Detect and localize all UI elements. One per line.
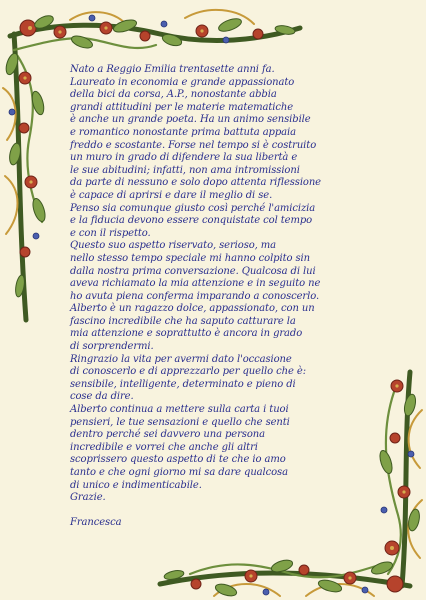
signature: Francesca — [70, 516, 122, 528]
letter-line: è anche un grande poeta. Ha un animo sensibile — [70, 114, 311, 126]
letter-line: ho avuta piena conferma imparando a conoscerlo. — [70, 290, 320, 302]
letter-line: e romantico nonostante prima battuta appaia — [70, 126, 296, 138]
letter-line: di unico e indimenticabile. — [70, 479, 202, 491]
handwritten-letter — [70, 64, 400, 529]
letter-line: Questo suo aspetto riservato, serioso, ma — [70, 240, 277, 252]
letter-line: grandi attitudini per le materie matematiche — [70, 101, 294, 113]
letter-line: della bici da corsa, A.P., nonostante abbia — [70, 89, 277, 101]
letter-line: Penso sia comunque giusto così perché l'amicizia — [70, 202, 316, 214]
letter-line: e con il rispetto. — [70, 227, 151, 239]
letter-line: di conoscerlo e di apprezzarlo per quello che è: — [70, 366, 306, 378]
letter-line: Ringrazio la vita per avermi dato l'occasione — [70, 353, 292, 365]
letter-line: un muro in grado di difendere la sua libertà e — [70, 152, 298, 164]
letter-line: le sue abitudini; infatti, non ama intromissioni — [70, 164, 300, 176]
letter-line: da parte di nessuno e solo dopo attenta riflessione — [70, 177, 322, 189]
letter-line: nello stesso tempo speciale mi hanno colpito sin — [70, 252, 310, 264]
letter-line: mia attenzione e soprattutto è ancora in grado — [70, 328, 303, 340]
letter-line: tanto e che ogni giorno mi sa dare qualcosa — [70, 467, 288, 478]
letter-line: e la fiducia devono essere conquistate col tempo — [70, 215, 313, 227]
letter-line: freddo e scostante. Forse nel tempo si è costruito — [70, 139, 317, 151]
letter-line: di sorprendermi. — [70, 341, 154, 353]
letter-line: Grazie. — [70, 492, 106, 504]
letter-line: Alberto è un ragazzo dolce, appassionato, con un — [70, 303, 315, 315]
letter-line: è capace di aprirsi e dare il meglio di se. — [70, 189, 273, 201]
letter-line: Nato a Reggio Emilia trentasette anni fa. — [70, 64, 275, 75]
letter-line: fascino incredibile che ha saputo catturare la — [70, 315, 296, 327]
letter-line: cose da dire. — [70, 391, 134, 403]
letter-line: pensieri, le tue sensazioni e quello che senti — [70, 416, 290, 428]
letter-line: Laureato in economia e grande appassionato — [70, 76, 295, 88]
letter-line: dalla nostra prima conversazione. Qualcosa di lui — [70, 265, 316, 277]
letter-line: dentro perché sei davvero una persona — [70, 429, 265, 441]
letter-line: incredibile e vorrei che anche gli altri — [70, 441, 258, 453]
letter-line: aveva richiamato la mia attenzione e in seguito ne — [70, 278, 321, 290]
letter-line: Alberto continua a mettere sulla carta i tuoi — [70, 404, 289, 416]
letter-line: sensibile, intelligente, determinato e pieno di — [70, 378, 296, 390]
letter-line: scoprissero questo aspetto di te che io amo — [70, 454, 286, 466]
